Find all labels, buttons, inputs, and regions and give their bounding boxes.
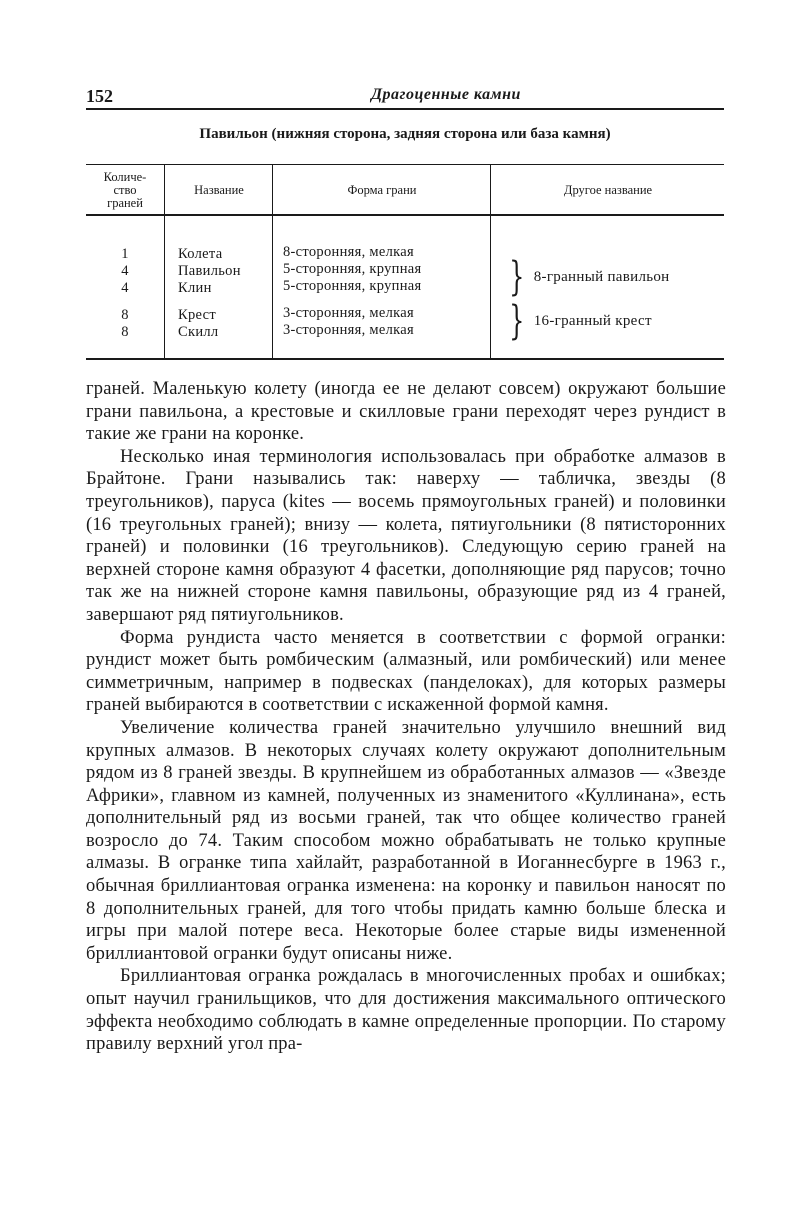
row-count: 8 — [121, 307, 129, 323]
row-shape: 3-сторонняя, мелкая — [283, 305, 414, 321]
paragraph: Увеличение количества граней значительно улучшило внешний вид крупных алмазов. В некоторых случаях колету окружают дополнительным рядом из 8 граней звезды. В крупнейшем из обработанных алмазов — «Звезде Африки», главном из камней, полученных из знаменитого «Куллинана», есть дополнительный ряд из восьми граней, так что общее количество граней возросло до 74. Таким способом можно обрабатывать не только крупные алмазы. В огранке типа хайлайт, разработанной в Иоганнесбурге в 1963 г., обычная бриллиантовая огранка изменена: на коронку и павильон наносят по 8 дополнительных граней, для того чтобы придать камню больше блеска и игры при малой потере веса. Некоторые более старые виды измененной бриллиантовой огранки будут описаны ниже. — [86, 717, 726, 964]
column-divider — [490, 164, 491, 358]
table-rule-top — [86, 164, 724, 165]
group-label-cross: } 16-гранный крест — [509, 298, 652, 344]
table-rule-header — [86, 214, 724, 216]
row-shape: 3-сторонняя, мелкая — [283, 322, 414, 338]
row-shape: 8-сторонняя, мелкая — [283, 244, 414, 260]
row-count: 8 — [121, 324, 129, 340]
header-name: Название — [194, 182, 244, 197]
row-count: 4 — [121, 263, 129, 279]
right-brace-icon: } — [509, 298, 525, 344]
row-name: Павильон — [178, 263, 241, 279]
row-count: 1 — [121, 246, 129, 262]
row-name: Клин — [178, 280, 212, 296]
paragraph: Бриллиантовая огранка рождалась в многочисленных пробах и ошибках; опыт научил гранильщиков, что для достижения максимального оптического эффекта необходимо соблюдать в камне определенные пропорции. По старому правилу верхний угол пра- — [86, 966, 726, 1055]
paragraph: граней. Маленькую колету (иногда ее не делают совсем) окружают большие грани павильона, а крестовые и скилловые грани переходят через рундист в такие же грани на коронке. — [86, 379, 726, 445]
row-shape: 5-сторонняя, крупная — [283, 261, 422, 277]
running-head — [86, 86, 724, 110]
header-shape: Форма грани — [347, 182, 417, 197]
row-count: 4 — [121, 280, 129, 296]
running-title: Драгоценные камни — [371, 86, 521, 103]
table-rule-bottom — [86, 358, 724, 360]
paragraph: Несколько иная терминология использовалась при обработке алмазов в Брайтоне. Грани назывались так: наверху — табличка, звезды (8 треугольников), паруса (kites — восемь прямоугольных граней) и половинки (16 треугольных граней); внизу — колета, пятиугольники (8 пятисторонних граней) и половинки (16 треугольников). Следующую серию граней на верхней стороне камня образуют 4 фасетки, дополняющие ряд парусов; точно так же на нижней стороне камня павильоны, образующие ряд из 4 граней, завершают ряд пятиугольников. — [86, 446, 726, 625]
facet-table — [86, 164, 724, 360]
page-number: 152 — [86, 86, 113, 106]
row-name: Скилл — [178, 324, 219, 340]
row-name: Крест — [178, 307, 216, 323]
row-shape: 5-сторонняя, крупная — [283, 278, 422, 294]
header-other-name: Другое название — [563, 182, 653, 197]
group-label-pavilion: } 8-гранный павильон — [509, 254, 670, 300]
column-divider — [164, 164, 165, 358]
paragraph: Форма рундиста часто меняется в соответствии с формой огранки: рундист может быть ромбическим (алмазный, или ромбический) или менее симметричным, например в подвесках (панделоках), для которых размеры граней выбираются в соответствии с искаженной формой камня. — [86, 627, 726, 716]
row-name: Колета — [178, 246, 223, 262]
body-text — [86, 378, 726, 1056]
column-divider — [272, 164, 273, 358]
header-count: Количе-ство граней — [103, 169, 147, 210]
right-brace-icon: } — [509, 254, 525, 300]
table-caption: Павильон (нижняя сторона, задняя сторона или база камня) — [199, 126, 611, 142]
